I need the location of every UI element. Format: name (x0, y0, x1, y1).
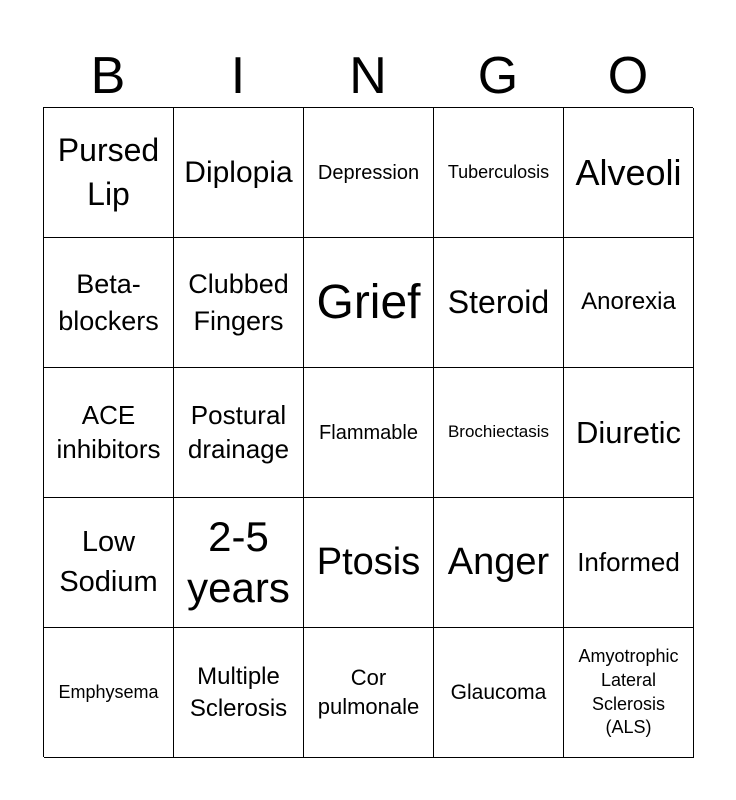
bingo-cell[interactable] (304, 498, 434, 628)
header-letter-g: G (477, 47, 519, 105)
bingo-cell[interactable] (564, 628, 694, 758)
bingo-cell-text: Cor pulmonale (317, 664, 420, 719)
bingo-cell-text: Low Sodium (59, 526, 158, 598)
bingo-header (43, 44, 693, 108)
bingo-cell[interactable] (564, 108, 694, 238)
bingo-cell[interactable] (44, 368, 174, 498)
bingo-cell[interactable] (434, 368, 564, 498)
header-letter-n: N (349, 47, 387, 105)
bingo-cell[interactable] (44, 108, 174, 238)
bingo-cell[interactable] (434, 628, 564, 758)
bingo-cell-text: Steroid (447, 284, 550, 321)
bingo-cell[interactable] (44, 628, 174, 758)
bingo-cell-text: Anorexia (581, 288, 676, 316)
bingo-cell[interactable] (174, 108, 304, 238)
bingo-cell-text: Brochiectasis (447, 422, 550, 442)
bingo-cell[interactable] (564, 238, 694, 368)
bingo-cell[interactable] (174, 238, 304, 368)
header-letter-i: I (230, 47, 246, 105)
bingo-cell-text: Alveoli (575, 151, 682, 193)
bingo-cell-text: Diuretic (575, 414, 682, 450)
bingo-cell[interactable] (304, 108, 434, 238)
bingo-cell[interactable] (434, 238, 564, 368)
bingo-cell[interactable] (174, 368, 304, 498)
bingo-cell-text: Informed (577, 546, 680, 577)
bingo-cell-text: ACE inhibitors (56, 399, 161, 464)
bingo-cell-text: Tuberculosis (447, 161, 550, 182)
header-letter-b: B (90, 47, 126, 105)
bingo-cell-text: Emphysema (58, 681, 159, 702)
bingo-card-grid (43, 107, 693, 757)
bingo-cell-text: Anger (447, 540, 550, 583)
bingo-cell[interactable] (44, 498, 174, 628)
bingo-cell[interactable] (44, 238, 174, 368)
bingo-cell[interactable] (304, 628, 434, 758)
bingo-cell-text: Multiple Sclerosis (189, 663, 288, 722)
bingo-cell-text: Flammable (319, 421, 418, 444)
bingo-cell-text: Pursed Lip (57, 132, 160, 212)
bingo-cell[interactable] (174, 628, 304, 758)
bingo-cell[interactable] (434, 498, 564, 628)
bingo-cell-text: Depression (317, 161, 420, 184)
bingo-cell-text: Amyotrophic Lateral Sclerosis (ALS) (578, 646, 679, 738)
bingo-cell[interactable] (564, 498, 694, 628)
bingo-cell-text: Grief (316, 275, 421, 329)
bingo-cell-text: Postural drainage (187, 399, 290, 464)
bingo-cell-text: Clubbed Fingers (188, 269, 289, 336)
bingo-cell[interactable] (304, 238, 434, 368)
header-letter-o: O (607, 47, 649, 105)
bingo-cell[interactable] (174, 498, 304, 628)
bingo-cell[interactable] (304, 368, 434, 498)
bingo-cell-text: Beta-blockers (58, 269, 159, 336)
bingo-cell-text: Ptosis (316, 540, 421, 583)
bingo-cell-text: Glaucoma (450, 680, 547, 704)
bingo-cell[interactable] (564, 368, 694, 498)
bingo-cell[interactable] (434, 108, 564, 238)
bingo-cell-text: Diplopia (184, 155, 293, 189)
bingo-cell-text: 2-5 years (187, 513, 290, 611)
